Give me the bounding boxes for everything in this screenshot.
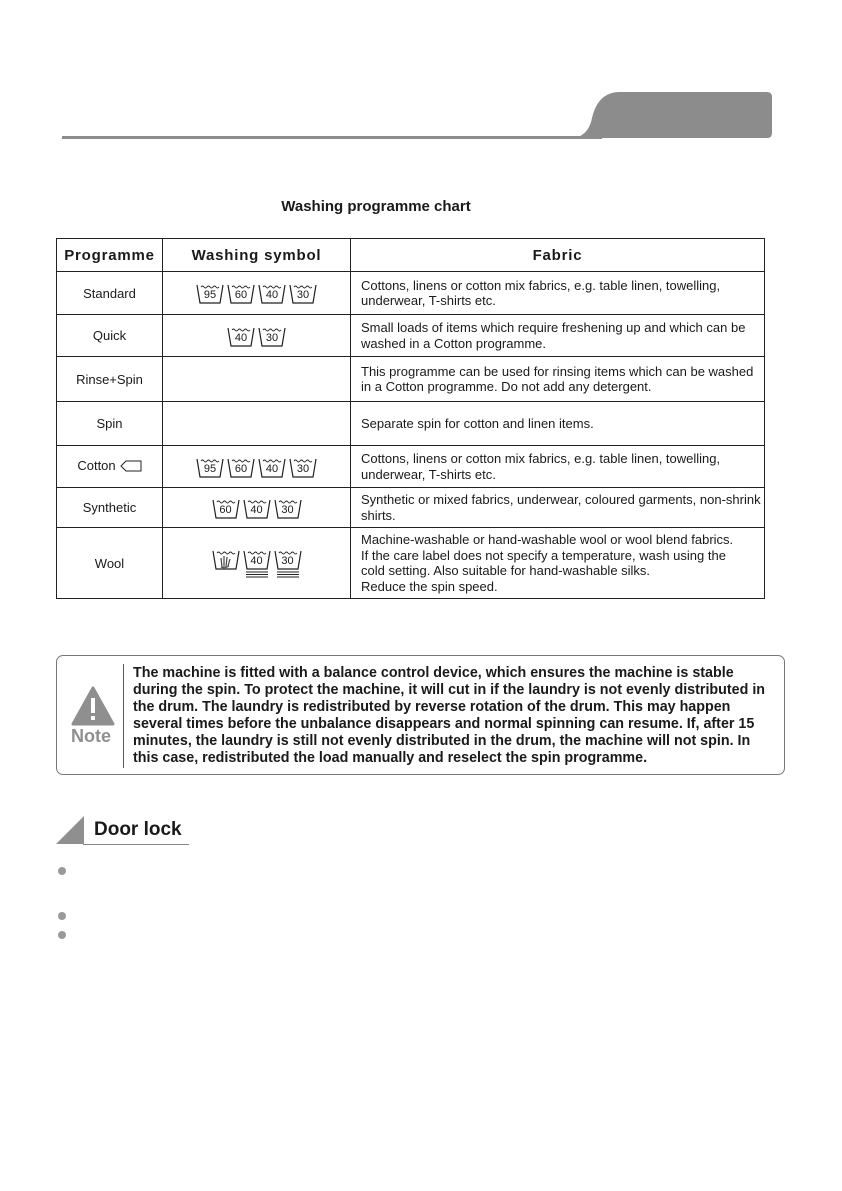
wash-temp-95-icon: 95 (196, 456, 224, 478)
programme-cell (57, 528, 163, 599)
door-lock-title: Door lock (94, 819, 182, 840)
washing-symbol-cell (163, 528, 351, 599)
programme-cell (57, 488, 163, 528)
wash-temp-30-icon: 30 (258, 325, 286, 347)
wash-temp-95-icon: 95 (196, 282, 224, 304)
washing-symbol-cell (163, 272, 351, 315)
wash-temp-40-icon: 40 (227, 325, 255, 347)
table-row (57, 402, 765, 446)
wash-temp-30-icon: 30 (289, 282, 317, 304)
door-lock-underline (83, 844, 189, 845)
programme-cell (57, 357, 163, 402)
wash-temp-30-icon: 30 (289, 456, 317, 478)
chart-title: Washing programme chart (281, 198, 471, 215)
header-rule (62, 136, 602, 139)
note-text: The machine is fitted with a balance control device, which ensures the machine is stable during the spin. To protect the machine, it will cut in if the laundry is not evenly distributed in the drum. The laundry is redistributed by reverse rotation of the drum. This may happen several times before the unbalance disappears and normal spinning can resume. If, after 15 minutes, the laundry is still not evenly distributed in the drum, the machine will not spin. In this case, redistributed the load manually and reselect the spin programme. (133, 665, 766, 766)
warning-icon (71, 686, 115, 726)
col-header-programme: Programme (57, 239, 163, 272)
washing-symbol-cell (163, 315, 351, 357)
door-lock-heading (55, 815, 195, 847)
hand-wash-icon (212, 548, 240, 578)
fabric-cell: This programme can be used for rinsing items which can be washed in a Cotton programme. Do not add any detergent. (351, 357, 765, 402)
note-box (56, 655, 785, 775)
wash-temp-30-icon: 30 (274, 548, 302, 578)
programme-name: Synthetic (82, 500, 137, 515)
programme-table (56, 238, 765, 599)
fabric-cell: Cottons, linens or cotton mix fabrics, e.g. table linen, towelling, underwear, T-shirts etc. (351, 272, 765, 315)
table-row (57, 488, 765, 528)
bullet-point (58, 912, 66, 920)
table-row (57, 446, 765, 488)
programme-cell (57, 315, 163, 357)
washing-symbol-cell (163, 488, 351, 528)
programme-cell (57, 402, 163, 446)
table-row (57, 528, 765, 599)
fabric-cell: Separate spin for cotton and linen items. (351, 402, 765, 446)
bullet-point (58, 867, 66, 875)
programme-name: Wool (94, 555, 125, 571)
wash-temp-60-icon: 60 (212, 497, 240, 519)
wash-temp-60-icon: 60 (227, 456, 255, 478)
washing-symbol-cell (163, 357, 351, 402)
programme-name: Quick (92, 328, 127, 343)
header-tab (570, 88, 775, 140)
eco-tag-icon (120, 460, 142, 475)
wash-temp-40-icon: 40 (243, 548, 271, 578)
wash-temp-40-icon: 40 (258, 282, 286, 304)
wash-temp-40-icon: 40 (243, 497, 271, 519)
programme-cell (57, 446, 163, 488)
table-header-row (57, 239, 765, 272)
washing-symbol-cell (163, 446, 351, 488)
wash-temp-60-icon: 60 (227, 282, 255, 304)
table-row (57, 357, 765, 402)
col-header-washing-symbol: Washing symbol (163, 239, 351, 272)
fabric-cell: Synthetic or mixed fabrics, underwear, coloured garments, non-shrink shirts. (351, 488, 765, 528)
section-triangle-icon (55, 815, 85, 845)
wash-temp-40-icon: 40 (258, 456, 286, 478)
programme-name: Spin (96, 416, 123, 431)
fabric-cell: Cottons, linens or cotton mix fabrics, e.g. table linen, towelling, underwear, T-shirts etc. (351, 446, 765, 488)
programme-name: Cotton (77, 458, 116, 474)
programme-name: Standard (83, 285, 136, 301)
fabric-cell: Machine-washable or hand-washable wool or wool blend fabrics. If the care label does not specify a temperature, wash using the cold setting. Also suitable for hand-washable silks. Reduce the spin speed. (351, 528, 765, 599)
wash-temp-30-icon: 30 (274, 497, 302, 519)
programme-name: Rinse+Spin (76, 371, 143, 387)
programme-cell (57, 272, 163, 315)
washing-symbol-cell (163, 402, 351, 446)
fabric-cell: Small loads of items which require freshening up and which can be washed in a Cotton programme. (351, 315, 765, 357)
table-row (57, 272, 765, 315)
bullet-point (58, 931, 66, 939)
col-header-fabric: Fabric (351, 239, 765, 272)
table-row (57, 315, 765, 357)
note-label: Note (71, 726, 111, 746)
note-divider (123, 664, 124, 768)
